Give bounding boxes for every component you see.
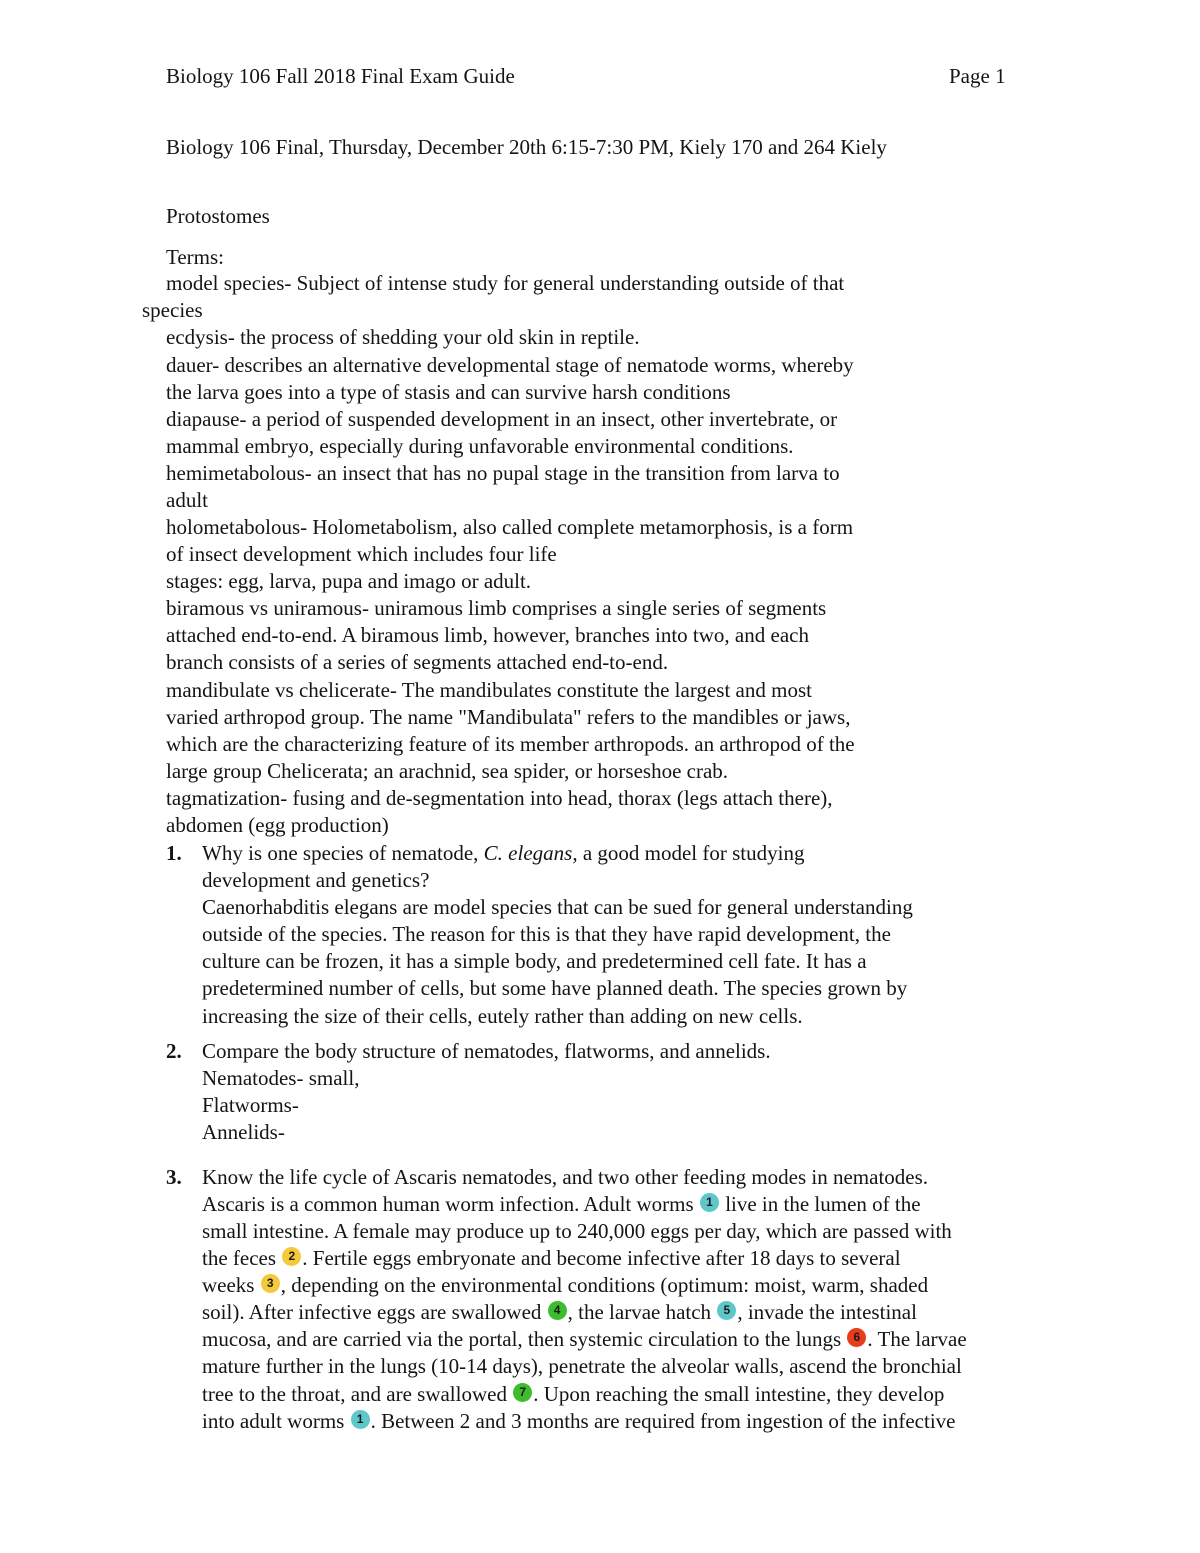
answer-text: the feces	[202, 1246, 282, 1270]
question-text-part: a good model for studying	[577, 841, 805, 865]
answer-text: . Between 2 and 3 months are required from ingestion of the infective	[370, 1409, 956, 1433]
marker-6-icon: 6	[847, 1328, 866, 1347]
question-text	[202, 840, 804, 867]
term-line: model species- Subject of intense study for general understanding outside of that	[166, 271, 845, 295]
question-text: Compare the body structure of nematodes, flatworms, and annelids.	[202, 1039, 771, 1063]
answer-line: Nematodes- small,	[202, 1066, 360, 1090]
term-line: species	[142, 298, 203, 322]
term-line: abdomen (egg production)	[166, 813, 389, 837]
answer-line	[202, 1381, 944, 1408]
answer-text: mucosa, and are carried via the portal, then systemic circulation to the lungs	[202, 1327, 847, 1351]
answer-text: Ascaris is a common human worm infection. Adult worms	[202, 1192, 699, 1216]
term-line: stages: egg, larva, pupa and imago or adult.	[166, 569, 532, 593]
question-number: 3.	[166, 1165, 182, 1189]
section-title: Protostomes	[166, 204, 270, 228]
question-text: development and genetics?	[202, 868, 430, 892]
answer-line: predetermined number of cells, but some have planned death. The species grown by	[202, 976, 908, 1000]
marker-1-icon: 1	[700, 1193, 719, 1212]
question-number: 1.	[166, 841, 182, 865]
answer-line	[202, 1272, 928, 1299]
term-line: biramous vs uniramous- uniramous limb comprises a single series of segments	[166, 596, 827, 620]
answer-text: , depending on the environmental conditions (optimum: moist, warm, shaded	[280, 1273, 929, 1297]
answer-text: . Upon reaching the small intestine, they develop	[533, 1382, 945, 1406]
running-header-title: Biology 106 Fall 2018 Final Exam Guide	[166, 64, 515, 88]
answer-line: increasing the size of their cells, eutely rather than adding on new cells.	[202, 1004, 803, 1028]
answer-text: live in the lumen of the	[719, 1192, 921, 1216]
answer-line: culture can be frozen, it has a simple body, and predetermined cell fate. It has a	[202, 949, 867, 973]
question-text: Know the life cycle of Ascaris nematodes, and two other feeding modes in nematodes.	[202, 1165, 929, 1189]
answer-line: mature further in the lungs (10-14 days), penetrate the alveolar walls, ascend the bronchial	[202, 1354, 962, 1378]
answer-text: weeks	[202, 1273, 260, 1297]
term-line: attached end-to-end. A biramous limb, however, branches into two, and each	[166, 623, 809, 647]
marker-2-icon: 2	[282, 1247, 301, 1266]
marker-7-icon: 7	[513, 1383, 532, 1402]
term-line: which are the characterizing feature of its member arthropods. an arthropod of the	[166, 732, 855, 756]
answer-line: Annelids-	[202, 1120, 285, 1144]
term-line: dauer- describes an alternative developmental stage of nematode worms, whereby	[166, 353, 854, 377]
question-text-part: Why is one species of nematode,	[202, 841, 484, 865]
term-line: large group Chelicerata; an arachnid, sea spider, or horseshoe crab.	[166, 759, 729, 783]
answer-text: tree to the throat, and are swallowed	[202, 1382, 513, 1406]
marker-4-icon: 4	[548, 1301, 567, 1320]
answer-line: outside of the species. The reason for this is that they have rapid development, the	[202, 922, 891, 946]
question-number: 2.	[166, 1039, 182, 1063]
term-line: mandibulate vs chelicerate- The mandibulates constitute the largest and most	[166, 678, 812, 702]
answer-line	[202, 1326, 967, 1353]
species-name: C. elegans,	[483, 841, 578, 865]
term-line: branch consists of a series of segments attached end-to-end.	[166, 650, 669, 674]
term-line: the larva goes into a type of stasis and can survive harsh conditions	[166, 380, 731, 404]
term-line: varied arthropod group. The name "Mandibulata" refers to the mandibles or jaws,	[166, 705, 851, 729]
answer-text: soil). After infective eggs are swallowed	[202, 1300, 547, 1324]
answer-line	[202, 1408, 955, 1435]
term-line: hemimetabolous- an insect that has no pupal stage in the transition from larva to	[166, 461, 840, 485]
term-line: mammal embryo, especially during unfavorable environmental conditions.	[166, 434, 794, 458]
marker-5-icon: 5	[717, 1301, 736, 1320]
answer-text: , the larvae hatch	[567, 1300, 717, 1324]
exam-info: Biology 106 Final, Thursday, December 20th 6:15-7:30 PM, Kiely 170 and 264 Kiely	[166, 135, 887, 159]
answer-text: . Fertile eggs embryonate and become infective after 18 days to several	[302, 1246, 901, 1270]
term-line: holometabolous- Holometabolism, also called complete metamorphosis, is a form	[166, 515, 854, 539]
term-line: of insect development which includes four life	[166, 542, 557, 566]
answer-line	[202, 1299, 917, 1326]
marker-1-icon: 1	[351, 1410, 370, 1429]
answer-line: Flatworms-	[202, 1093, 299, 1117]
answer-line: Caenorhabditis elegans are model species that can be sued for general understanding	[202, 895, 913, 919]
answer-text: , invade the intestinal	[737, 1300, 917, 1324]
marker-3-icon: 3	[261, 1274, 280, 1293]
answer-text: into adult worms	[202, 1409, 350, 1433]
terms-label: Terms:	[166, 245, 225, 269]
answer-line: small intestine. A female may produce up to 240,000 eggs per day, which are passed with	[202, 1219, 952, 1243]
answer-line	[202, 1191, 921, 1218]
answer-text: . The larvae	[867, 1327, 967, 1351]
term-line: tagmatization- fusing and de-segmentation into head, thorax (legs attach there),	[166, 786, 833, 810]
answer-line	[202, 1245, 901, 1272]
page-number: Page 1	[949, 64, 1006, 88]
term-line: adult	[166, 488, 208, 512]
term-line: diapause- a period of suspended development in an insect, other invertebrate, or	[166, 407, 838, 431]
term-line: ecdysis- the process of shedding your old skin in reptile.	[166, 325, 640, 349]
